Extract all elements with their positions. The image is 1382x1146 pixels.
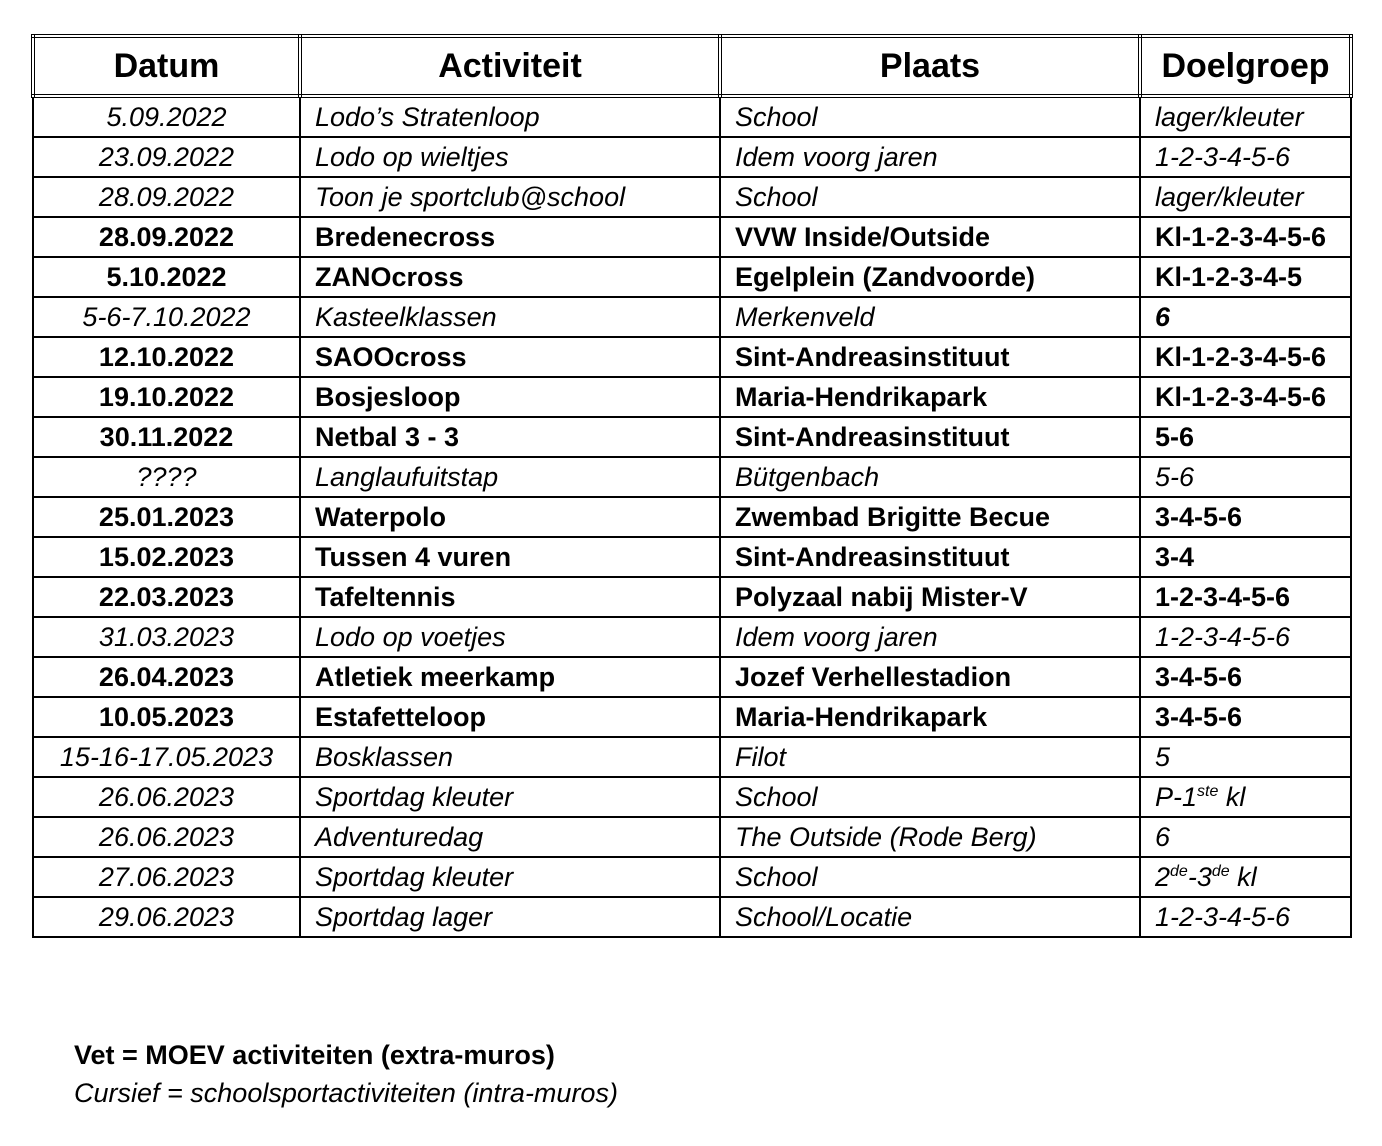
cell-doelgroep: 3-4 [1140, 537, 1351, 577]
cell-plaats: Maria-Hendrikapark [720, 697, 1140, 737]
cell-doelgroep: 5-6 [1140, 457, 1351, 497]
cell-datum: 26.06.2023 [33, 777, 300, 817]
table-row [33, 657, 1351, 697]
table-row [33, 96, 1351, 137]
cell-doelgroep: 3-4-5-6 [1140, 657, 1351, 697]
table-row [33, 217, 1351, 257]
table-row [33, 777, 1351, 817]
cell-datum: 23.09.2022 [33, 137, 300, 177]
superscript-text: de [1170, 862, 1188, 880]
cell-doelgroep: 1-2-3-4-5-6 [1140, 897, 1351, 937]
cell-datum: ???? [33, 457, 300, 497]
cell-activiteit: Sportdag kleuter [300, 857, 720, 897]
cell-datum: 5.09.2022 [33, 96, 300, 137]
column-header-doelgroep: Doelgroep [1140, 36, 1351, 96]
superscript-text: ste [1197, 782, 1219, 800]
cell-text-part: kl [1229, 861, 1257, 892]
column-header-plaats: Plaats [720, 36, 1140, 96]
cell-plaats: The Outside (Rode Berg) [720, 817, 1140, 857]
table-row [33, 457, 1351, 497]
cell-doelgroep: Kl-1-2-3-4-5-6 [1140, 217, 1351, 257]
cell-plaats: Maria-Hendrikapark [720, 377, 1140, 417]
table-row [33, 137, 1351, 177]
cell-activiteit: Langlaufuitstap [300, 457, 720, 497]
cell-activiteit: Bredenecross [300, 217, 720, 257]
cell-activiteit: Estafetteloop [300, 697, 720, 737]
cell-activiteit: Adventuredag [300, 817, 720, 857]
cell-doelgroep: lager/kleuter [1140, 96, 1351, 137]
cell-datum: 26.06.2023 [33, 817, 300, 857]
cell-doelgroep: 3-4-5-6 [1140, 697, 1351, 737]
cell-activiteit: Waterpolo [300, 497, 720, 537]
cell-doelgroep: lager/kleuter [1140, 177, 1351, 217]
cell-doelgroep: 1-2-3-4-5-6 [1140, 137, 1351, 177]
cell-text-part: P-1 [1155, 781, 1198, 812]
table-body [33, 96, 1351, 937]
table-row [33, 297, 1351, 337]
cell-datum: 28.09.2022 [33, 217, 300, 257]
cell-activiteit: Kasteelklassen [300, 297, 720, 337]
cell-activiteit: Lodo op voetjes [300, 617, 720, 657]
table-row [33, 617, 1351, 657]
cell-doelgroep: 6 [1140, 817, 1351, 857]
table-row [33, 897, 1351, 937]
cell-plaats: Idem voorg jaren [720, 617, 1140, 657]
column-header-datum: Datum [33, 36, 300, 96]
cell-activiteit: Sportdag kleuter [300, 777, 720, 817]
table-row [33, 737, 1351, 777]
cell-plaats: Zwembad Brigitte Becue [720, 497, 1140, 537]
cell-datum: 26.04.2023 [33, 657, 300, 697]
cell-activiteit: Sportdag lager [300, 897, 720, 937]
cell-plaats: Sint-Andreasinstituut [720, 337, 1140, 377]
cell-doelgroep: Kl-1-2-3-4-5-6 [1140, 337, 1351, 377]
cell-plaats: Merkenveld [720, 297, 1140, 337]
cell-doelgroep [1140, 857, 1351, 897]
cell-datum: 31.03.2023 [33, 617, 300, 657]
cell-text-part: -3 [1187, 861, 1212, 892]
legend-italic-note: Cursief = schoolsportactiviteiten (intra-muros) [74, 1078, 618, 1108]
cell-doelgroep: 1-2-3-4-5-6 [1140, 617, 1351, 657]
cell-plaats: Polyzaal nabij Mister-V [720, 577, 1140, 617]
table-row [33, 337, 1351, 377]
table-row [33, 417, 1351, 457]
cell-plaats: School [720, 777, 1140, 817]
cell-datum: 25.01.2023 [33, 497, 300, 537]
table-row [33, 577, 1351, 617]
table-row [33, 697, 1351, 737]
cell-text-part: kl [1218, 781, 1246, 812]
cell-doelgroep: 5 [1140, 737, 1351, 777]
superscript-text: de [1211, 862, 1230, 880]
cell-activiteit: Bosjesloop [300, 377, 720, 417]
table-row [33, 817, 1351, 857]
cell-text-part: 2 [1155, 861, 1171, 892]
cell-activiteit: Atletiek meerkamp [300, 657, 720, 697]
table-row [33, 537, 1351, 577]
cell-datum: 15-16-17.05.2023 [33, 737, 300, 777]
cell-datum: 10.05.2023 [33, 697, 300, 737]
column-header-activiteit: Activiteit [300, 36, 720, 96]
cell-activiteit: Lodo op wieltjes [300, 137, 720, 177]
cell-plaats: Idem voorg jaren [720, 137, 1140, 177]
cell-doelgroep: 6 [1140, 297, 1351, 337]
cell-datum: 19.10.2022 [33, 377, 300, 417]
cell-datum: 28.09.2022 [33, 177, 300, 217]
cell-doelgroep: Kl-1-2-3-4-5-6 [1140, 377, 1351, 417]
table-row [33, 857, 1351, 897]
cell-datum: 12.10.2022 [33, 337, 300, 377]
cell-datum: 30.11.2022 [33, 417, 300, 457]
cell-plaats: Sint-Andreasinstituut [720, 537, 1140, 577]
cell-plaats: Jozef Verhellestadion [720, 657, 1140, 697]
cell-plaats: Sint-Andreasinstituut [720, 417, 1140, 457]
cell-datum: 5.10.2022 [33, 257, 300, 297]
activity-schedule-table [31, 34, 1353, 938]
cell-plaats: School [720, 177, 1140, 217]
cell-datum: 15.02.2023 [33, 537, 300, 577]
cell-plaats: School [720, 96, 1140, 137]
cell-doelgroep: Kl-1-2-3-4-5 [1140, 257, 1351, 297]
cell-datum: 27.06.2023 [33, 857, 300, 897]
cell-datum: 22.03.2023 [33, 577, 300, 617]
cell-plaats: Bütgenbach [720, 457, 1140, 497]
legend-bold-note: Vet = MOEV activiteiten (extra-muros) [74, 1040, 555, 1070]
cell-plaats: Egelplein (Zandvoorde) [720, 257, 1140, 297]
table-row [33, 377, 1351, 417]
cell-doelgroep: 5-6 [1140, 417, 1351, 457]
cell-activiteit: Lodo’s Stratenloop [300, 96, 720, 137]
cell-plaats: School/Locatie [720, 897, 1140, 937]
header-row [33, 36, 1351, 96]
cell-datum: 5-6-7.10.2022 [33, 297, 300, 337]
cell-activiteit: Tafeltennis [300, 577, 720, 617]
cell-plaats: Filot [720, 737, 1140, 777]
cell-activiteit: Toon je sportclub@school [300, 177, 720, 217]
cell-plaats: VVW Inside/Outside [720, 217, 1140, 257]
table-row [33, 177, 1351, 217]
cell-activiteit: ZANOcross [300, 257, 720, 297]
cell-datum: 29.06.2023 [33, 897, 300, 937]
table-row [33, 497, 1351, 537]
cell-doelgroep: 3-4-5-6 [1140, 497, 1351, 537]
cell-activiteit: Netbal 3 - 3 [300, 417, 720, 457]
cell-activiteit: SAOOcross [300, 337, 720, 377]
cell-doelgroep [1140, 777, 1351, 817]
cell-doelgroep: 1-2-3-4-5-6 [1140, 577, 1351, 617]
cell-activiteit: Tussen 4 vuren [300, 537, 720, 577]
cell-activiteit: Bosklassen [300, 737, 720, 777]
cell-plaats: School [720, 857, 1140, 897]
table-row [33, 257, 1351, 297]
